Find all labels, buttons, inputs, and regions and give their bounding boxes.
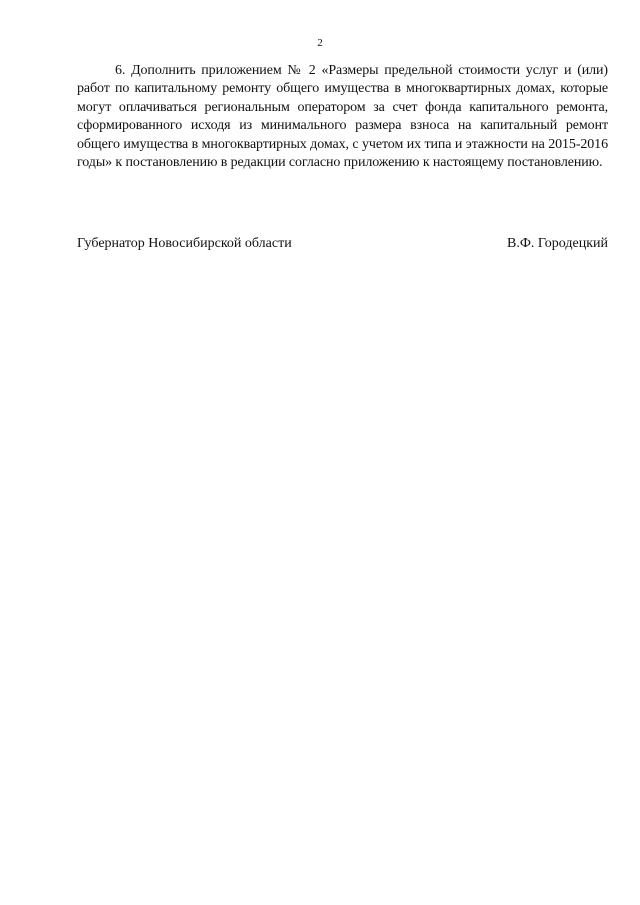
signature-block xyxy=(77,235,608,255)
signatory-name: В.Ф. Городецкий xyxy=(507,236,608,251)
page-number: 2 xyxy=(317,37,323,49)
paragraph-item-6: 6. Дополнить приложением № 2 «Размеры предельной стоимости услуг и (или) работ по капитальному ремонту общего имущества в многоквартирных домах, которые могут оплачиваться региональным оператором за счет фонда капитального ремонта, сформированного исходя из минимального размера взноса на капитальный ремонт общего имущества в многоквартирных домах, с учетом их типа и этажности на 2015-2016 годы» к постановлению в редакции согласно приложению к настоящему постановлению. xyxy=(77,63,608,171)
signatory-position: Губернатор Новосибирской области xyxy=(77,236,292,251)
